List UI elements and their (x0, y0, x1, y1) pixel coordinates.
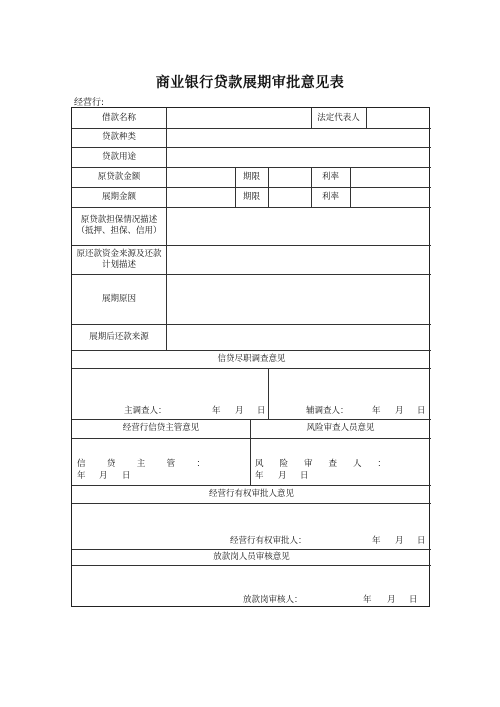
branch-approver-label: 经营行有权审批人： (230, 536, 307, 546)
main-investigator-day: 日 (257, 406, 266, 416)
label-extension-reason: 展期原因 (101, 293, 136, 304)
label-post-extension-repayment-source: 展期后还款来源 (89, 331, 149, 342)
section-disbursement-review: 放款岗人员审核意见 (213, 551, 290, 562)
disbursement-reviewer-year: 年 (363, 595, 372, 605)
credit-head-signature-label: 信 贷 主 管 ： (77, 459, 205, 469)
credit-head-day: 日 (122, 471, 131, 481)
label-loan-use: 贷款用途 (101, 151, 136, 162)
section-branch-credit-head: 经营行信贷主管意见 (122, 423, 200, 433)
risk-reviewer-signature-label: 风 险 审 查 人 ： (255, 459, 386, 469)
section-risk-reviewer: 风险审查人员意见 (306, 423, 375, 433)
disbursement-reviewer-month: 月 (387, 595, 396, 605)
label-repayment-source-plan: 原还款资金来源及还款计划描述 (76, 248, 162, 270)
assist-investigator-year: 年 (372, 406, 381, 416)
disbursement-reviewer-day: 日 (409, 595, 418, 605)
branch-approver-day: 日 (417, 536, 426, 546)
assist-investigator-label: 辅调查人： (306, 406, 349, 416)
approval-form-table (71, 107, 430, 607)
label-original-loan-amount: 原贷款金额 (97, 171, 141, 182)
main-investigator-label: 主调查人： (124, 406, 167, 416)
label-original-term: 期限 (242, 171, 260, 182)
section-credit-due-diligence: 信贷尽职调查意见 (217, 353, 286, 364)
form-title: 商业银行贷款展期审批意见表 (155, 75, 345, 91)
label-extension-amount: 展期金额 (101, 191, 136, 202)
credit-head-year: 年 (77, 471, 86, 481)
label-legal-representative: 法定代表人 (317, 112, 360, 123)
section-branch-approver: 经营行有权审批人意见 (208, 488, 294, 499)
label-extension-rate: 利率 (321, 191, 339, 202)
risk-reviewer-month: 月 (278, 471, 287, 481)
label-borrower-name: 借款名称 (101, 112, 136, 123)
main-investigator-month: 月 (235, 406, 244, 416)
branch-approver-year: 年 (372, 536, 381, 546)
risk-reviewer-year: 年 (255, 471, 264, 481)
risk-reviewer-day: 日 (300, 471, 309, 481)
label-original-rate: 利率 (321, 171, 339, 182)
branch-approver-month: 月 (395, 536, 404, 546)
main-investigator-year: 年 (212, 406, 221, 416)
label-extension-term: 期限 (242, 191, 260, 202)
assist-investigator-month: 月 (395, 406, 404, 416)
assist-investigator-day: 日 (417, 406, 426, 416)
label-loan-type: 贷款种类 (101, 132, 136, 142)
label-guarantee-description: 原贷款担保情况描述（抵押、担保、信用） (76, 215, 162, 236)
branch-label: 经营行: (74, 98, 105, 108)
credit-head-month: 月 (99, 471, 108, 481)
disbursement-reviewer-label: 放款岗审核人： (243, 595, 303, 605)
